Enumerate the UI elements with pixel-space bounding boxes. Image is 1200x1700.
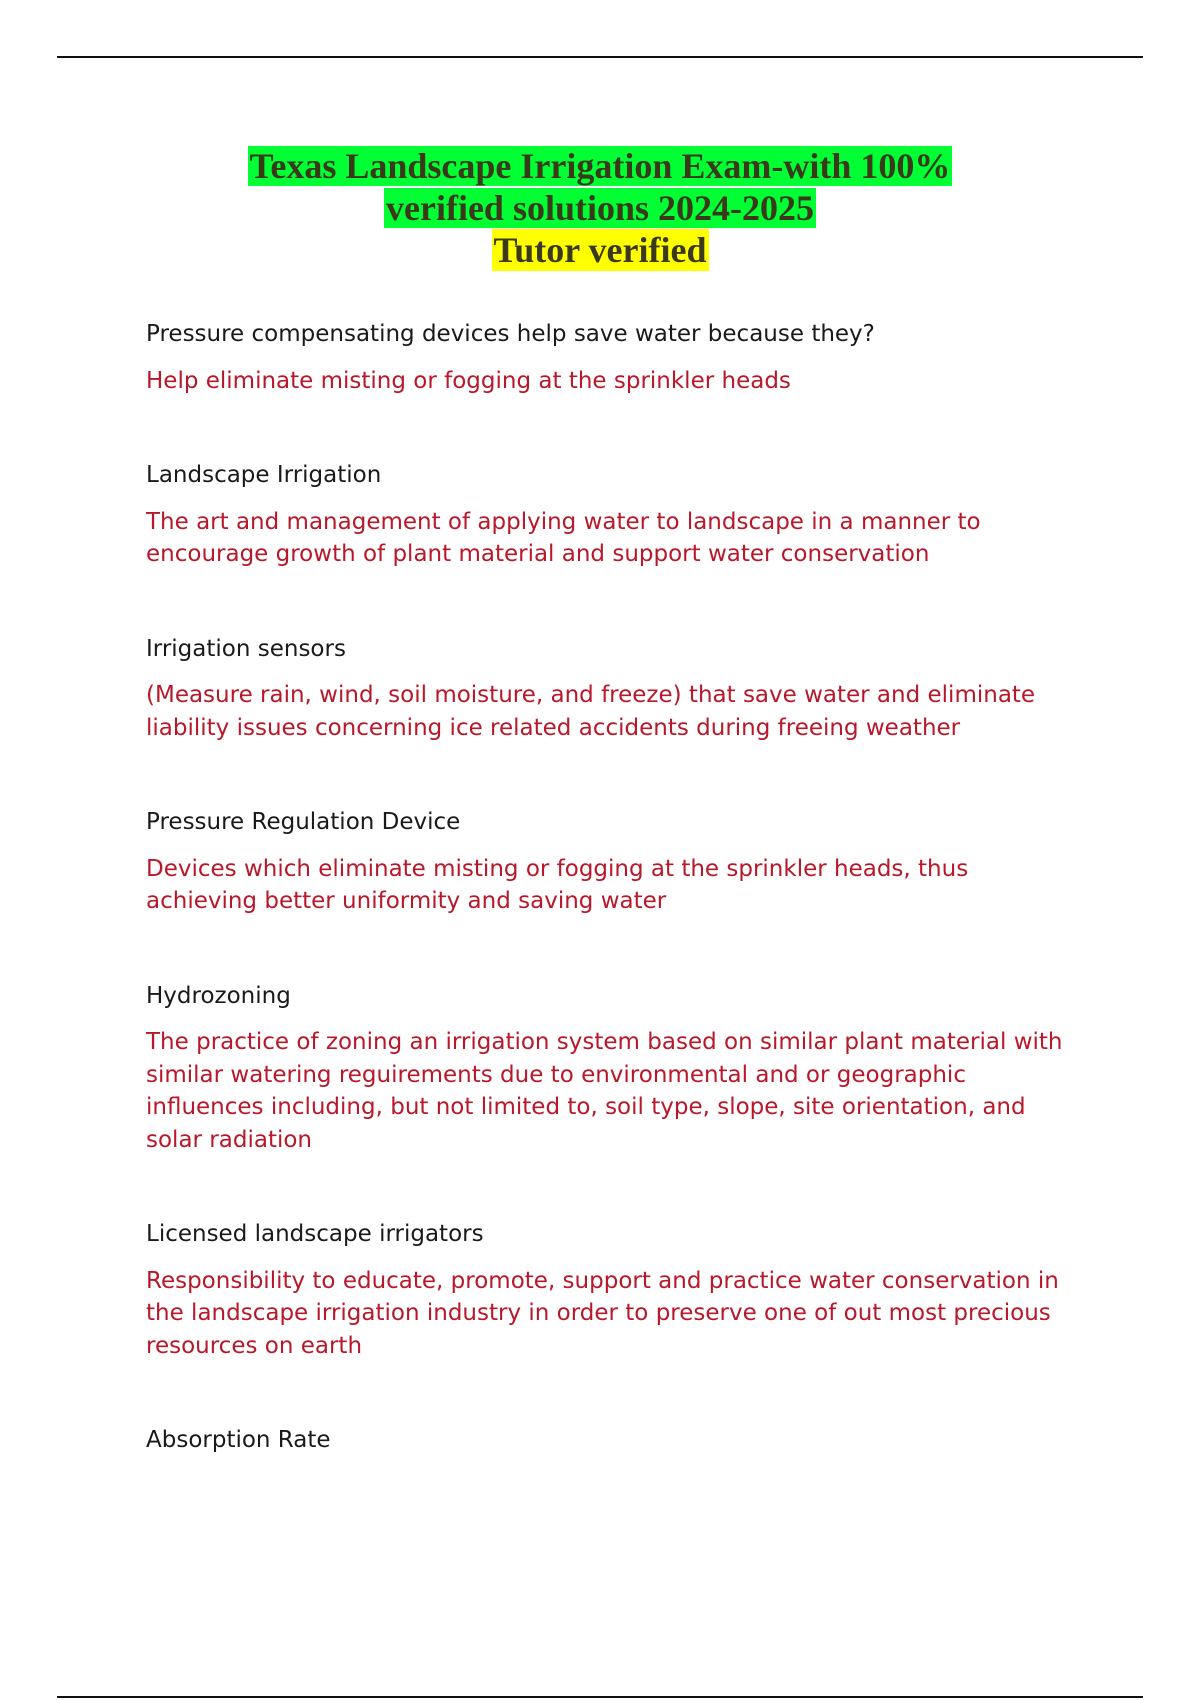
title-main-wrap — [190, 145, 1010, 229]
question-term: Pressure compensating devices help save water because they? — [146, 321, 875, 347]
qa-item — [146, 1218, 1076, 1362]
document-title — [0, 145, 1200, 271]
question-term: Landscape Irrigation — [146, 462, 382, 488]
question-term: Licensed landscape irrigators — [146, 1221, 484, 1247]
answer-definition: Responsibility to educate, promote, support and practice water conservation in the landscape irrigation industry in order to preserve one of out most precious resources on earth — [146, 1267, 1059, 1359]
qa-item — [146, 1424, 1076, 1457]
question-term: Pressure Regulation Device — [146, 809, 461, 835]
answer-definition: Help eliminate misting or fogging at the sprinkler heads — [146, 367, 791, 394]
answer-definition: The practice of zoning an irrigation system based on similar plant material with similar watering reguirements due to environmental and or geographic influences including, but not limited to, soil type, slope, site orientation, and solar radiation — [146, 1029, 1063, 1153]
qa-item — [146, 806, 1076, 918]
qa-item — [146, 459, 1076, 571]
qa-item — [146, 980, 1076, 1157]
title-main: Texas Landscape Irrigation Exam-with 100% verified solutions 2024-2025 — [249, 146, 951, 228]
qa-list — [146, 318, 1076, 1519]
question-term: Absorption Rate — [146, 1427, 331, 1453]
qa-item — [146, 318, 1076, 397]
answer-definition: The art and management of applying water to landscape in a manner to encourage growth of plant material and support water conservation — [146, 508, 981, 567]
title-subtitle: Tutor verified — [493, 230, 707, 270]
question-term: Irrigation sensors — [146, 635, 346, 662]
answer-definition: (Measure rain, wind, soil moisture, and freeze) that save water and eliminate liability issues concerning ice related accidents during freeing weather — [146, 682, 1036, 741]
top-rule — [57, 56, 1143, 58]
question-term: Hydrozoning — [146, 982, 291, 1009]
bottom-rule — [57, 1696, 1143, 1698]
title-sub-wrap — [0, 229, 1200, 271]
answer-definition: Devices which eliminate misting or fogging at the sprinkler heads, thus achieving better uniformity and saving water — [146, 855, 969, 914]
qa-item — [146, 633, 1076, 745]
